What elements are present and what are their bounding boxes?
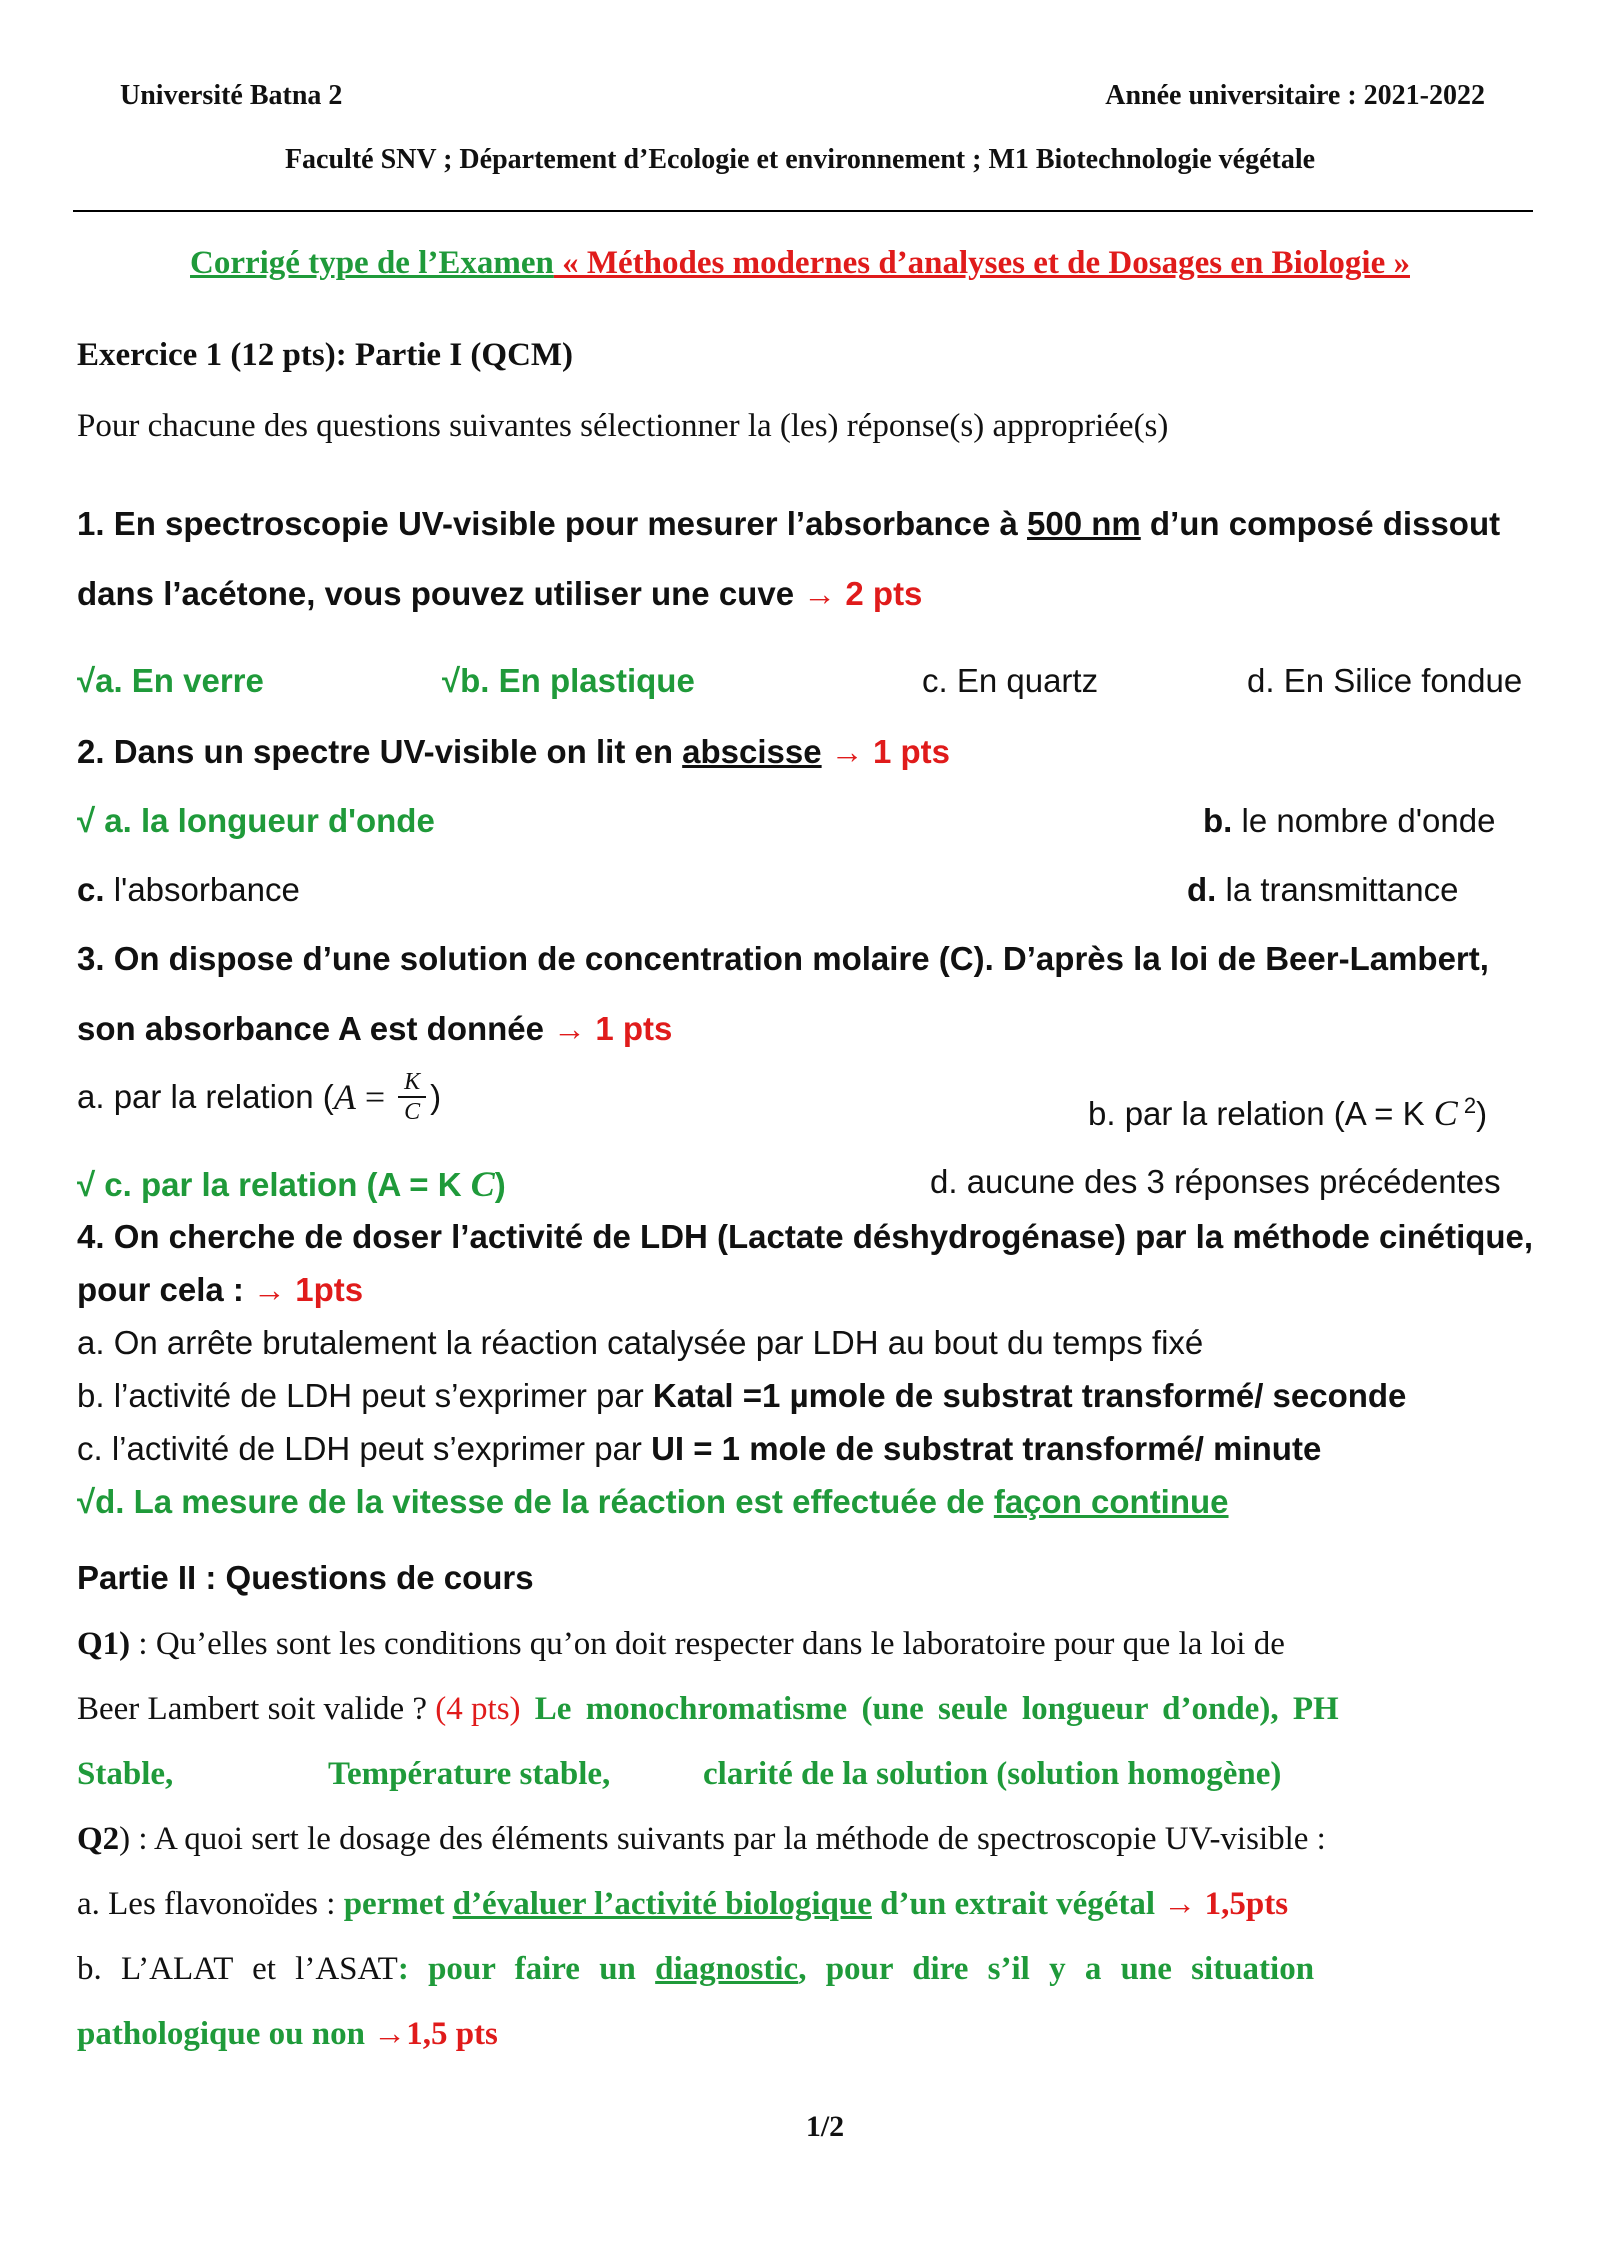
- part2-q2-item-a: [77, 1886, 1288, 1923]
- university-name: Université Batna 2: [120, 80, 343, 111]
- q3-fraction-denominator: C: [404, 1099, 421, 1125]
- q2-option-b: [1203, 802, 1495, 840]
- q4-points: → 1pts: [253, 1271, 364, 1308]
- part2-q2b-line2: pathologique ou non: [77, 2016, 374, 2052]
- q2-option-b-letter: b.: [1203, 802, 1233, 839]
- q4-line-1: 4. On cherche de doser l’activité de LDH (Lactate déshydrogénase) par la méthode cinétique,: [77, 1218, 1534, 1255]
- part2-q1-line2-text: Beer Lambert soit valide ?: [77, 1691, 436, 1727]
- exercise-1-instruction: Pour chacune des questions suivantes sélectionner la (les) réponse(s) appropriée(s): [77, 408, 1169, 444]
- q2-option-d-letter: d.: [1187, 871, 1217, 908]
- part2-q1-line-2: [77, 1691, 1339, 1728]
- part2-q2b-prefix: b. L’ALAT et l’ASAT: [77, 1951, 398, 1987]
- part2-q1-answer-temperature: Température stable,: [328, 1756, 611, 1792]
- part2-q2b-answer-2: , pour dire s’il y a une situation: [798, 1951, 1315, 1987]
- q4-option-b-prefix: b. l’activité de LDH peut s’exprimer par: [77, 1377, 653, 1414]
- document-title: [0, 245, 1600, 282]
- part2-q2b-points: →1,5 pts: [373, 2016, 498, 2052]
- q3-points: → 1 pts: [553, 1010, 673, 1047]
- q3-option-b-prefix: b. par la relation (A = K: [1088, 1095, 1434, 1132]
- part2-q2a-answer-2: d’un extrait végétal: [871, 1886, 1164, 1922]
- q3-option-a-fraction: [398, 1068, 426, 1126]
- q2-option-c-letter: c.: [77, 871, 105, 908]
- part2-q1-line1-wrap: [77, 1626, 1285, 1663]
- q3-fraction-numerator: K: [398, 1068, 426, 1098]
- academic-year: Année universitaire : 2021-2022: [1105, 80, 1485, 111]
- part2-q2a-answer-1: permet: [343, 1886, 453, 1922]
- q1-text-underlined: 500 nm: [1027, 505, 1141, 542]
- part2-q2a-points: → 1,5pts: [1163, 1886, 1289, 1922]
- q2-points: → 1 pts: [821, 733, 950, 770]
- q3-option-c-var: C: [470, 1164, 495, 1204]
- q3-option-a-suffix: ): [430, 1078, 442, 1115]
- page-number: 1/2: [805, 2110, 845, 2143]
- q1-option-c: c. En quartz: [922, 662, 1099, 699]
- q3-option-b: [1088, 1092, 1487, 1134]
- part2-q2-question: [77, 1821, 1326, 1858]
- part2-q2-label: Q2: [77, 1821, 120, 1857]
- part2-q1-line-1: [77, 1626, 1527, 1663]
- part2-q2b-answer-1: : pour faire un: [397, 1951, 656, 1987]
- q3-option-a-prefix: a. par la relation (: [77, 1078, 334, 1115]
- q1-line-2: [77, 575, 922, 613]
- q4-option-c-prefix: c. l’activité de LDH peut s’exprimer par: [77, 1430, 652, 1467]
- q1-line-1: [77, 505, 1527, 543]
- part2-q2a-prefix: a. Les flavonoïdes :: [77, 1886, 344, 1922]
- q4-option-d: [77, 1483, 1229, 1521]
- q1-points: → 2 pts: [803, 575, 923, 612]
- q4-option-a: a. On arrête brutalement la réaction catalysée par LDH au bout du temps fixé: [77, 1324, 1204, 1361]
- q3-option-c-prefix: √ c. par la relation (A = K: [77, 1166, 471, 1203]
- q1-option-a: √a. En verre: [77, 662, 264, 699]
- q2-option-d: [1187, 871, 1458, 909]
- q4-option-c-bold: UI = 1 mole de substrat transformé/ minute: [651, 1430, 1322, 1467]
- part2-q1-answer-stable-ph: Stable,: [77, 1756, 174, 1792]
- title-part-1: Corrigé type de l’Examen: [190, 245, 554, 281]
- part2-q1-text: : Qu’elles sont les conditions qu’on doit respecter dans le laboratoire pour que la loi de: [130, 1626, 1285, 1662]
- q4-option-b: [77, 1377, 1406, 1415]
- part2-q1-points: (4 pts): [435, 1691, 521, 1727]
- q4-option-d-underlined: façon continue: [993, 1483, 1229, 1520]
- q2-option-b-text: le nombre d'onde: [1232, 802, 1496, 839]
- q3-option-b-suffix: ): [1476, 1095, 1488, 1132]
- part-2-heading: Partie II : Questions de cours: [77, 1559, 534, 1596]
- q2-question: [77, 733, 950, 771]
- part2-q1-label: Q1): [77, 1626, 131, 1662]
- faculty-line: Faculté SNV ; Département d’Ecologie et environnement ; M1 Biotechnologie végétale: [284, 144, 1316, 175]
- q1-text-line2: dans l’acétone, vous pouvez utiliser une cuve: [77, 575, 804, 612]
- q3-option-b-var: C: [1433, 1093, 1458, 1133]
- q4-line-2: [77, 1271, 363, 1309]
- part2-q2-item-b: [77, 1951, 1314, 1988]
- part2-q2-text: ) : A quoi sert le dosage des éléments suivants par la méthode de spectroscopie UV-visible :: [119, 1821, 1326, 1857]
- q3-text-line2: son absorbance A est donnée: [77, 1010, 554, 1047]
- q3-line-1: 3. On dispose d’une solution de concentration molaire (C). D’après la loi de Beer-Lambert,: [77, 940, 1489, 977]
- part2-q2-item-b-line-2: [77, 2016, 498, 2053]
- q2-option-d-text: la transmittance: [1216, 871, 1459, 908]
- header-divider: [73, 210, 1533, 212]
- q4-option-d-prefix: √d. La mesure de la vitesse de la réaction est effectuée de: [77, 1483, 994, 1520]
- part2-q2b-answer-underlined: diagnostic: [655, 1951, 799, 1987]
- part2-q1-answer-clarity: clarité de la solution (solution homogène): [703, 1756, 1282, 1792]
- q1-option-b: √b. En plastique: [442, 662, 695, 699]
- q1-text-a: 1. En spectroscopie UV-visible pour mesurer l’absorbance à: [77, 505, 1028, 542]
- q3-line-2: [77, 1010, 672, 1048]
- q3-option-c-suffix: ): [494, 1166, 506, 1203]
- q3-option-b-exponent: 2: [1457, 1093, 1477, 1118]
- q3-option-d: d. aucune des 3 réponses précédentes: [930, 1163, 1501, 1200]
- q2-option-a: √ a. la longueur d'onde: [77, 802, 435, 839]
- q4-option-c: [77, 1430, 1321, 1468]
- q3-option-a: [77, 1068, 441, 1126]
- q3-option-a-equals: =: [355, 1077, 395, 1117]
- q1-text-b: d’un composé dissout: [1140, 505, 1501, 542]
- q2-text-underlined: abscisse: [682, 733, 822, 770]
- q2-option-c: [77, 871, 300, 909]
- q4-text-line2: pour cela :: [77, 1271, 254, 1308]
- exercise-1-heading: Exercice 1 (12 pts): Partie I (QCM): [77, 337, 574, 373]
- q2-option-c-text: l'absorbance: [104, 871, 300, 908]
- q3-option-a-var: A: [333, 1077, 356, 1117]
- q1-option-d: d. En Silice fondue: [1247, 662, 1523, 699]
- q4-option-b-bold: Katal =1 µmole de substrat transformé/ seconde: [652, 1377, 1407, 1414]
- q3-option-c: [77, 1163, 506, 1205]
- q2-text-a: 2. Dans un spectre UV-visible on lit en: [77, 733, 683, 770]
- title-part-2: « Méthodes modernes d’analyses et de Dosages en Biologie »: [553, 245, 1410, 281]
- part2-q2a-answer-underlined: d’évaluer l’activité biologique: [452, 1886, 872, 1922]
- part2-q1-answer-1: Le monochromatisme (une seule longueur d’onde), PH: [520, 1691, 1339, 1727]
